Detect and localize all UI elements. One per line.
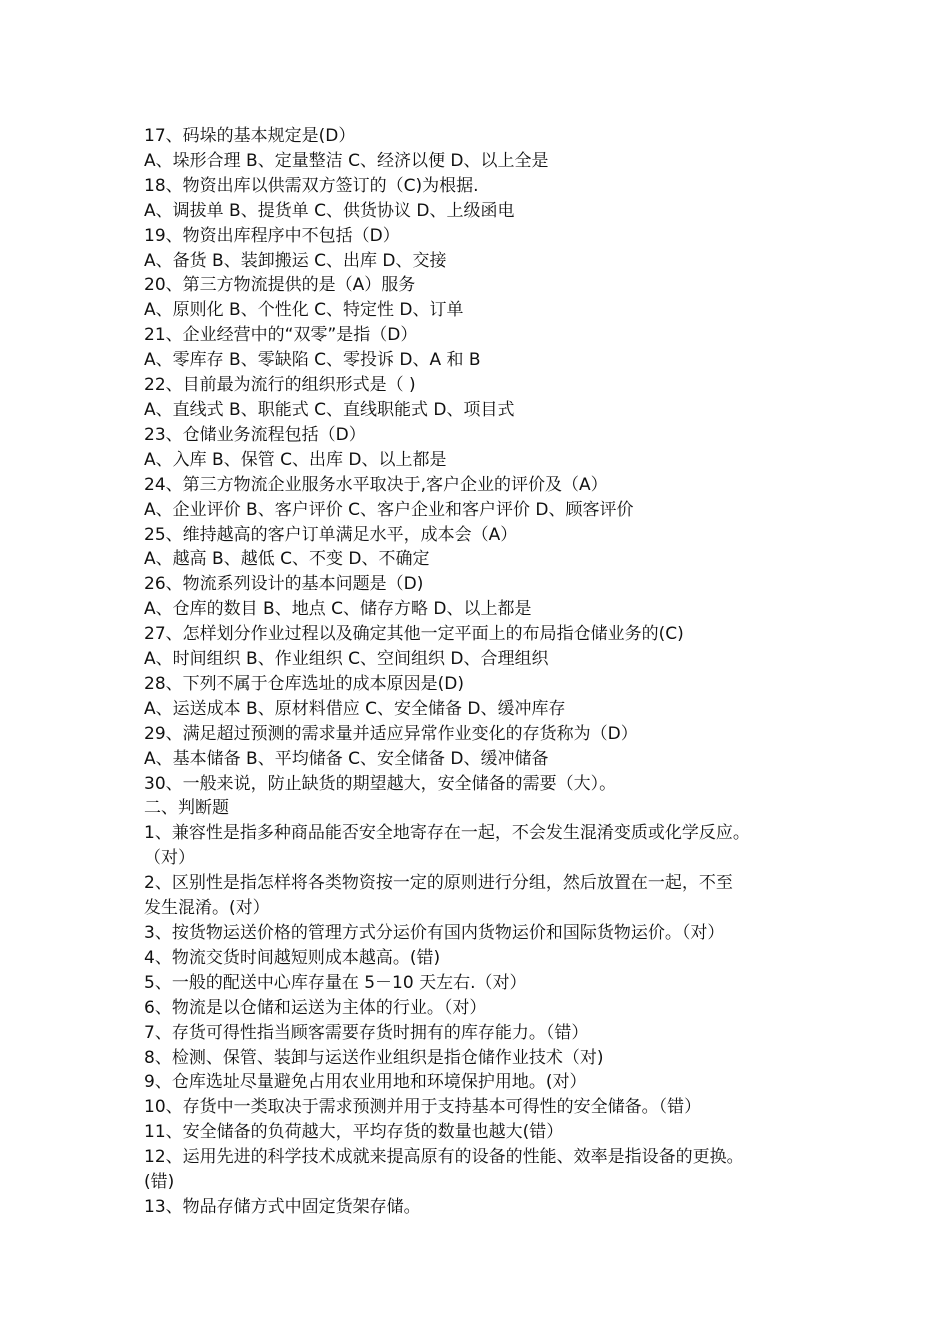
text-line: A、调拔单 B、提货单 C、供货协议 D、上级函电: [144, 200, 515, 221]
text-line: 发生混淆。(对）: [144, 898, 270, 919]
text-line: A、运送成本 B、原材料借应 C、安全储备 D、缓冲库存: [144, 698, 566, 719]
text-line: 9、仓库选址尽量避免占用农业用地和环境保护用地。(对）: [144, 1072, 587, 1093]
text-line: A、基本储备 B、平均储备 C、安全储备 D、缓冲储备: [144, 748, 549, 769]
text-line: 2、区别性是指怎样将各类物资按一定的原则进行分组，然后放置在一起，不至: [144, 873, 733, 894]
text-line: A、直线式 B、职能式 C、直线职能式 D、项目式: [144, 399, 515, 420]
text-line: (错): [144, 1172, 175, 1193]
text-line: 27、怎样划分作业过程以及确定其他一定平面上的布局指仓储业务的(C): [144, 624, 684, 645]
text-line: 28、下列不属于仓库选址的成本原因是(D): [144, 673, 464, 694]
text-line: A、零库存 B、零缺陷 C、零投诉 D、A 和 B: [144, 350, 481, 371]
text-line: 11、安全储备的负荷越大，平均存货的数量也越大(错）: [144, 1122, 564, 1143]
document-body: [144, 124, 844, 1220]
text-line: A、入库 B、保管 C、出库 D、以上都是: [144, 449, 447, 470]
text-line: 26、物流系列设计的基本问题是（D): [144, 574, 424, 595]
text-line: A、备货 B、装卸搬运 C、出库 D、交接: [144, 250, 447, 271]
text-line: 8、检测、保管、装卸与运送作业组织是指仓储作业技术（对): [144, 1047, 604, 1068]
text-line: 30、一般来说，防止缺货的期望越大，安全储备的需要（大）。: [144, 773, 617, 794]
text-line: A、垛形合理 B、定量整洁 C、经济以便 D、以上全是: [144, 150, 549, 171]
text-line: 24、第三方物流企业服务水平取决于,客户企业的评价及（A）: [144, 474, 608, 495]
text-line: 25、维持越高的客户订单满足水平，成本会（A）: [144, 524, 518, 545]
text-line: 20、第三方物流提供的是（A）服务: [144, 275, 416, 296]
text-line: 12、运用先进的科学技术成就来提高原有的设备的性能、效率是指设备的更换。: [144, 1147, 744, 1168]
text-line: 23、仓储业务流程包括（D）: [144, 424, 366, 445]
text-line: 3、按货物运送价格的管理方式分运价有国内货物运价和国际货物运价。（对）: [144, 923, 725, 943]
text-line: A、企业评价 B、客户评价 C、客户企业和客户评价 D、顾客评价: [144, 499, 634, 520]
text-line: A、时间组织 B、作业组织 C、空间组织 D、合理组织: [144, 649, 549, 670]
text-line: 4、物流交货时间越短则成本越高。(错): [144, 947, 441, 968]
text-line: 6、物流是以仓储和运送为主体的行业。（对）: [144, 997, 487, 1018]
text-line: 5、一般的配送中心库存量在 5－10 天左右.（对）: [144, 972, 527, 993]
text-line: 29、满足超过预测的需求量并适应异常作业变化的存货称为（D）: [144, 723, 638, 744]
text-line: 22、目前最为流行的组织形式是（ ): [144, 375, 416, 396]
text-line: （对）: [144, 848, 195, 869]
text-line: A、越高 B、越低 C、不变 D、不确定: [144, 549, 430, 570]
text-line: 21、企业经营中的“双零”是指（D）: [144, 325, 418, 346]
text-line: 19、物资出库程序中不包括（D）: [144, 225, 400, 246]
text-line: 1、兼容性是指多种商品能否安全地寄存在一起，不会发生混淆变质或化学反应。: [144, 823, 750, 844]
text-line: 7、存货可得性指当顾客需要存货时拥有的库存能力。（错）: [144, 1022, 589, 1043]
text-line: 10、存货中一类取决于需求预测并用于支持基本可得性的安全储备。（错）: [144, 1097, 702, 1118]
text-line: 18、物资出库以供需双方签订的（C)为根据.: [144, 175, 479, 196]
text-line: 13、物品存储方式中固定货架存储。: [144, 1196, 421, 1217]
text-line: A、仓库的数目 B、地点 C、储存方略 D、以上都是: [144, 599, 532, 620]
text-line: A、原则化 B、个性化 C、特定性 D、订单: [144, 300, 464, 321]
section-heading: 二、判断题: [144, 798, 229, 819]
text-line: 17、码垛的基本规定是(D）: [144, 126, 356, 146]
